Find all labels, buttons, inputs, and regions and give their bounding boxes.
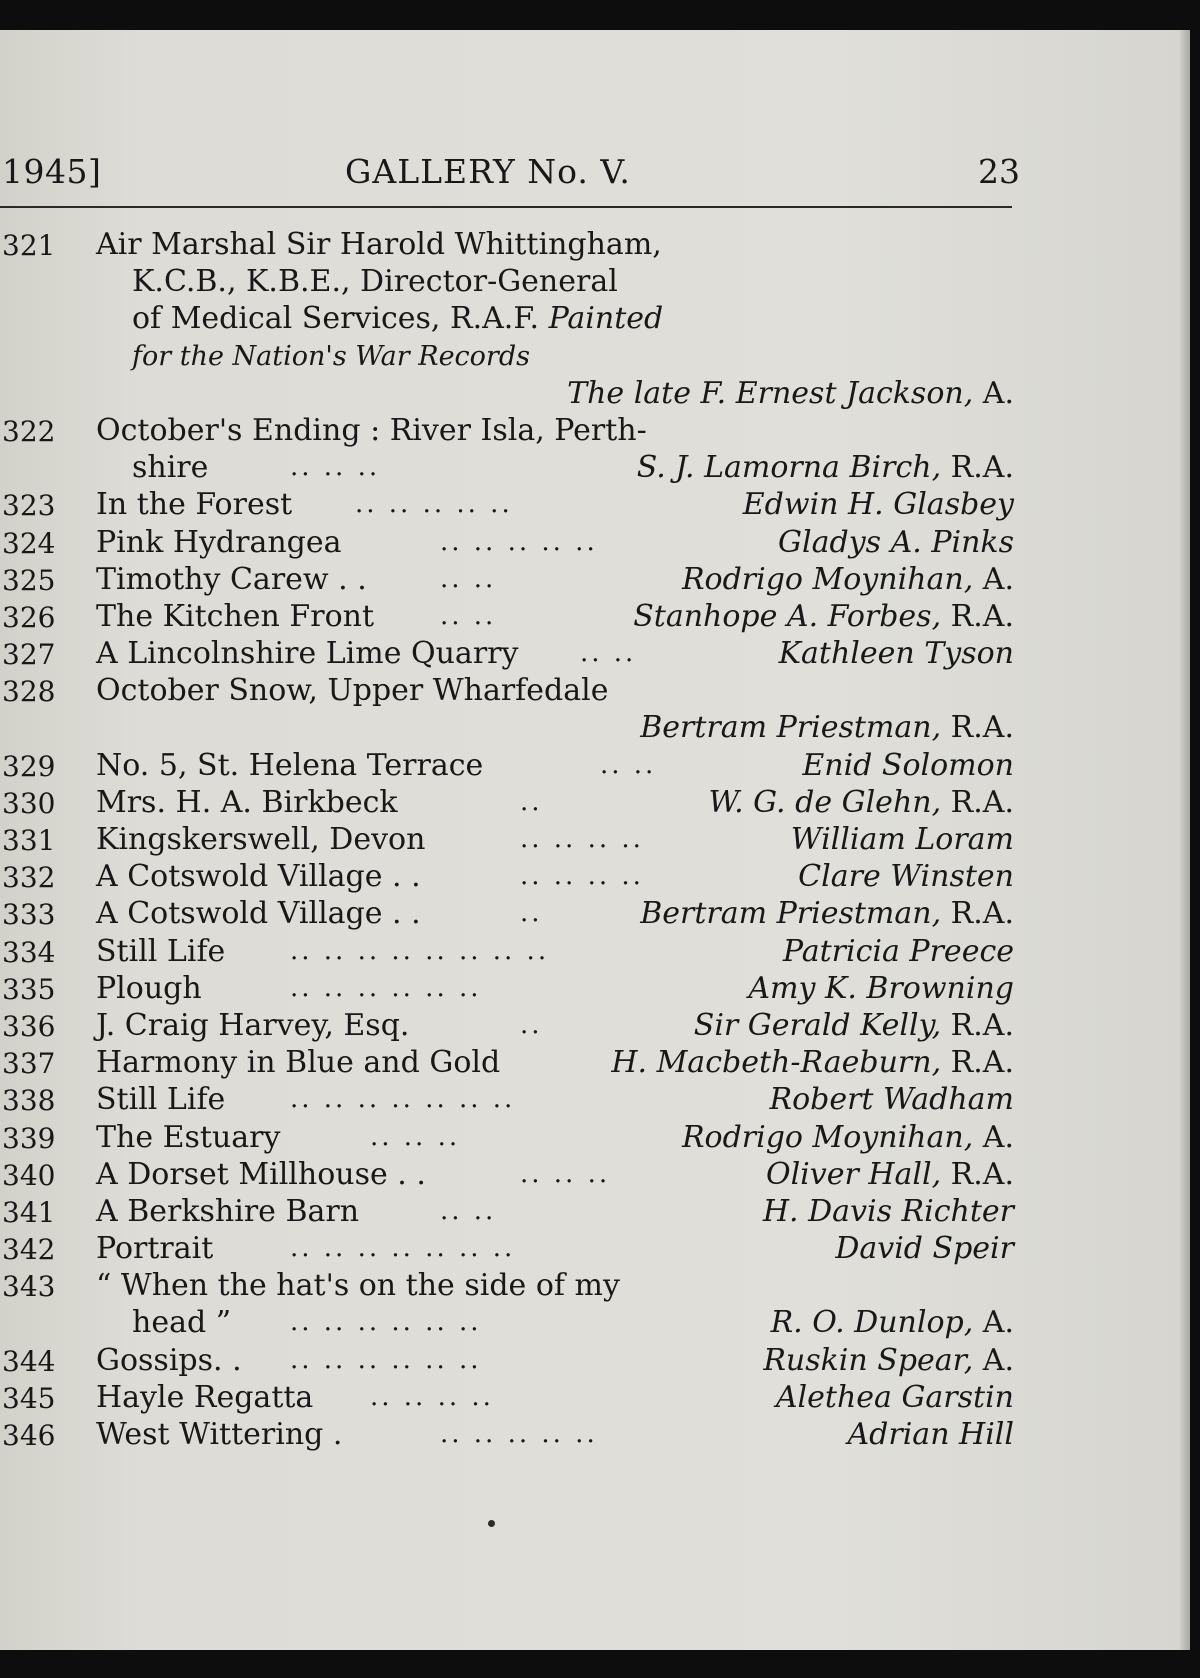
leader-dots: .. .. xyxy=(580,638,637,669)
entry-artist: R. O. Dunlop, A. xyxy=(770,1305,1014,1341)
entry-number: 344 xyxy=(2,1344,56,1378)
leader-dots: .. .. .. .. .. xyxy=(355,489,513,520)
entry-334 xyxy=(0,933,1020,970)
entry-title: Pink Hydrangea xyxy=(96,524,342,560)
entry-title-continued: K.C.B., K.B.E., Director-General xyxy=(132,264,618,300)
entry-330 xyxy=(0,784,1020,821)
entry-number: 323 xyxy=(2,489,56,523)
entry-title: Harmony in Blue and Gold xyxy=(96,1045,501,1081)
entry-number: 341 xyxy=(2,1195,56,1229)
entry-321-line-1 xyxy=(0,226,1020,263)
entry-342 xyxy=(0,1230,1020,1267)
entry-number: 346 xyxy=(2,1419,56,1452)
entry-338 xyxy=(0,1081,1020,1118)
entry-number: 331 xyxy=(2,824,56,857)
entry-artist: H. Macbeth-Raeburn, R.A. xyxy=(611,1045,1014,1081)
leader-dots: .. .. xyxy=(440,563,497,594)
entry-322-line-1 xyxy=(0,412,1020,449)
leader-dots: .. .. .. .. .. .. .. xyxy=(290,1233,516,1264)
entry-title-continued: shire xyxy=(132,450,209,486)
entry-328-line-1 xyxy=(0,672,1020,709)
entry-number: 327 xyxy=(2,638,56,672)
entry-title: Plough xyxy=(96,970,202,1006)
entry-335 xyxy=(0,970,1020,1007)
entry-artist: Rodrigo Moynihan, A. xyxy=(681,1119,1014,1155)
entry-341 xyxy=(0,1193,1020,1230)
entry-344 xyxy=(0,1342,1020,1379)
entry-title: October's Ending : River Isla, Perth- xyxy=(96,412,647,448)
entry-336 xyxy=(0,1007,1020,1044)
entry-artist: William Loram xyxy=(790,822,1014,857)
entry-artist: H. Davis Richter xyxy=(762,1193,1014,1229)
page-number: 23 xyxy=(978,152,1020,191)
entry-number: 328 xyxy=(2,675,56,709)
entry-328-line-2 xyxy=(0,709,1020,746)
entry-number: 338 xyxy=(2,1084,56,1118)
leader-dots: .. .. .. xyxy=(520,1158,611,1189)
entry-333 xyxy=(0,895,1020,932)
entry-artist: Clare Winsten xyxy=(798,859,1014,895)
entry-title: A Berkshire Barn xyxy=(96,1193,360,1229)
entry-337 xyxy=(0,1044,1020,1081)
entry-number: 339 xyxy=(2,1121,56,1155)
entry-331 xyxy=(0,821,1020,858)
leader-dots: .. .. .. .. .. xyxy=(440,526,598,557)
entry-title: Gossips. . xyxy=(96,1342,242,1378)
leader-dots: .. .. .. .. .. .. .. .. xyxy=(290,935,550,966)
entry-number: 340 xyxy=(2,1158,56,1192)
header-title: GALLERY No. V. xyxy=(345,152,631,191)
entry-number: 342 xyxy=(2,1233,56,1267)
entry-340 xyxy=(0,1156,1020,1193)
entry-title: A Cotswold Village . . xyxy=(96,896,421,932)
entry-327 xyxy=(0,635,1020,672)
catalogue-page xyxy=(0,30,1190,1650)
entry-number: 336 xyxy=(2,1009,56,1043)
header-rule xyxy=(0,206,1012,208)
entry-artist: Bertram Priestman, R.A. xyxy=(640,710,1014,746)
leader-dots: .. .. xyxy=(440,600,497,631)
leader-dots: .. xyxy=(520,1009,543,1040)
entry-number: 337 xyxy=(2,1047,56,1081)
entry-artist: Stanhope A. Forbes, R.A. xyxy=(633,598,1014,634)
entry-345 xyxy=(0,1379,1020,1416)
entry-number: 329 xyxy=(2,749,56,783)
entry-number: 335 xyxy=(2,972,56,1006)
entry-title: Mrs. H. A. Birkbeck xyxy=(96,784,398,820)
entry-343-line-1 xyxy=(0,1267,1020,1304)
entry-332 xyxy=(0,858,1020,895)
entry-329 xyxy=(0,747,1020,784)
entry-321-line-3 xyxy=(0,300,1020,337)
entry-322-line-2 xyxy=(0,449,1020,486)
entry-artist: Oliver Hall, R.A. xyxy=(765,1156,1014,1192)
entry-title: Still Life xyxy=(96,933,226,969)
entry-artist: The late F. Ernest Jackson, A. xyxy=(567,375,1014,411)
entry-325 xyxy=(0,561,1020,598)
entry-title: Hayle Regatta xyxy=(96,1379,314,1415)
entry-title: West Wittering . xyxy=(96,1417,343,1452)
entry-title: A Lincolnshire Lime Quarry xyxy=(96,636,519,672)
entry-number: 343 xyxy=(2,1270,56,1304)
leader-dots: .. .. .. .. .. .. xyxy=(290,1307,482,1338)
entry-title: Portrait xyxy=(96,1231,214,1267)
entry-number: 322 xyxy=(2,414,56,448)
leader-dots: .. xyxy=(520,786,543,817)
entry-artist: Enid Solomon xyxy=(802,747,1014,783)
leader-dots: .. .. .. xyxy=(290,452,381,483)
header-year: 1945] xyxy=(2,152,102,191)
entry-artist: Robert Wadham xyxy=(769,1082,1014,1118)
entry-number: 330 xyxy=(2,786,56,820)
entry-title: The Estuary xyxy=(96,1119,281,1155)
leader-dots: .. .. .. .. .. .. xyxy=(290,972,482,1003)
entry-321-line-5 xyxy=(0,375,1020,412)
entry-title: In the Forest xyxy=(96,487,293,523)
leader-dots: .. .. .. .. .. .. xyxy=(290,1344,482,1375)
entry-number: 332 xyxy=(2,861,56,895)
entry-note: Painted xyxy=(548,301,664,337)
entry-324 xyxy=(0,524,1020,561)
entry-artist: Alethea Garstin xyxy=(775,1379,1014,1415)
entry-title-continued: of Medical Services, R.A.F. Painted xyxy=(132,301,664,337)
entry-321-line-4 xyxy=(0,338,1020,375)
entry-artist: Gladys A. Pinks xyxy=(778,524,1014,560)
entry-title: A Cotswold Village . . xyxy=(96,859,421,895)
entry-number: 334 xyxy=(2,935,56,969)
entry-343-line-2 xyxy=(0,1304,1020,1341)
entry-artist: Amy K. Browning xyxy=(748,970,1014,1006)
leader-dots: .. .. xyxy=(600,749,657,780)
entry-artist: Patricia Preece xyxy=(782,933,1014,969)
catalogue-entries xyxy=(0,226,1020,1453)
entry-artist: W. G. de Glehn, R.A. xyxy=(708,784,1014,820)
entry-artist: Edwin H. Glasbey xyxy=(742,487,1014,523)
entry-323 xyxy=(0,486,1020,523)
entry-title: “ When the hat's on the side of my xyxy=(96,1268,620,1304)
entry-title: Still Life xyxy=(96,1082,226,1118)
entry-note: for the Nation's War Records xyxy=(132,340,530,372)
leader-dots: .. .. .. .. xyxy=(370,1381,494,1412)
entry-339 xyxy=(0,1119,1020,1156)
entry-title: Kingskerswell, Devon xyxy=(96,822,426,857)
entry-title: A Dorset Millhouse . . xyxy=(96,1156,426,1192)
entry-346 xyxy=(0,1416,1020,1453)
entry-title-continued: head ” xyxy=(132,1305,232,1341)
leader-dots: .. .. .. .. xyxy=(520,824,644,854)
entry-title: October Snow, Upper Wharfedale xyxy=(96,673,609,709)
ink-dot xyxy=(488,1520,495,1527)
entry-number: 325 xyxy=(2,563,56,597)
entry-artist: David Speir xyxy=(835,1231,1014,1267)
entry-title: The Kitchen Front xyxy=(96,598,375,634)
entry-title: Timothy Carew . . xyxy=(96,561,367,597)
entry-title: J. Craig Harvey, Esq. xyxy=(96,1007,410,1043)
leader-dots: .. .. xyxy=(440,1195,497,1226)
entry-artist: Adrian Hill xyxy=(847,1417,1014,1452)
entry-number: 333 xyxy=(2,898,56,932)
entry-321-line-2 xyxy=(0,263,1020,300)
entry-title: No. 5, St. Helena Terrace xyxy=(96,747,484,783)
entry-number: 324 xyxy=(2,526,56,560)
entry-artist: S. J. Lamorna Birch, R.A. xyxy=(636,450,1014,486)
entry-artist: Bertram Priestman, R.A. xyxy=(640,896,1014,932)
entry-artist: Sir Gerald Kelly, R.A. xyxy=(693,1007,1014,1043)
leader-dots: .. .. .. xyxy=(370,1121,461,1152)
leader-dots: .. xyxy=(520,898,543,929)
entry-number: 345 xyxy=(2,1381,56,1415)
leader-dots: .. .. .. .. .. xyxy=(440,1419,598,1449)
entry-326 xyxy=(0,598,1020,635)
entry-number: 326 xyxy=(2,600,56,634)
leader-dots: .. .. .. .. .. .. .. xyxy=(290,1084,516,1115)
entry-artist: Rodrigo Moynihan, A. xyxy=(681,561,1014,597)
page-header xyxy=(0,152,1020,196)
entry-title: Air Marshal Sir Harold Whittingham, xyxy=(96,227,662,262)
entry-artist: Kathleen Tyson xyxy=(778,636,1014,672)
entry-artist: Ruskin Spear, A. xyxy=(763,1342,1014,1378)
entry-number: 321 xyxy=(2,229,56,262)
leader-dots: .. .. .. .. xyxy=(520,861,644,892)
